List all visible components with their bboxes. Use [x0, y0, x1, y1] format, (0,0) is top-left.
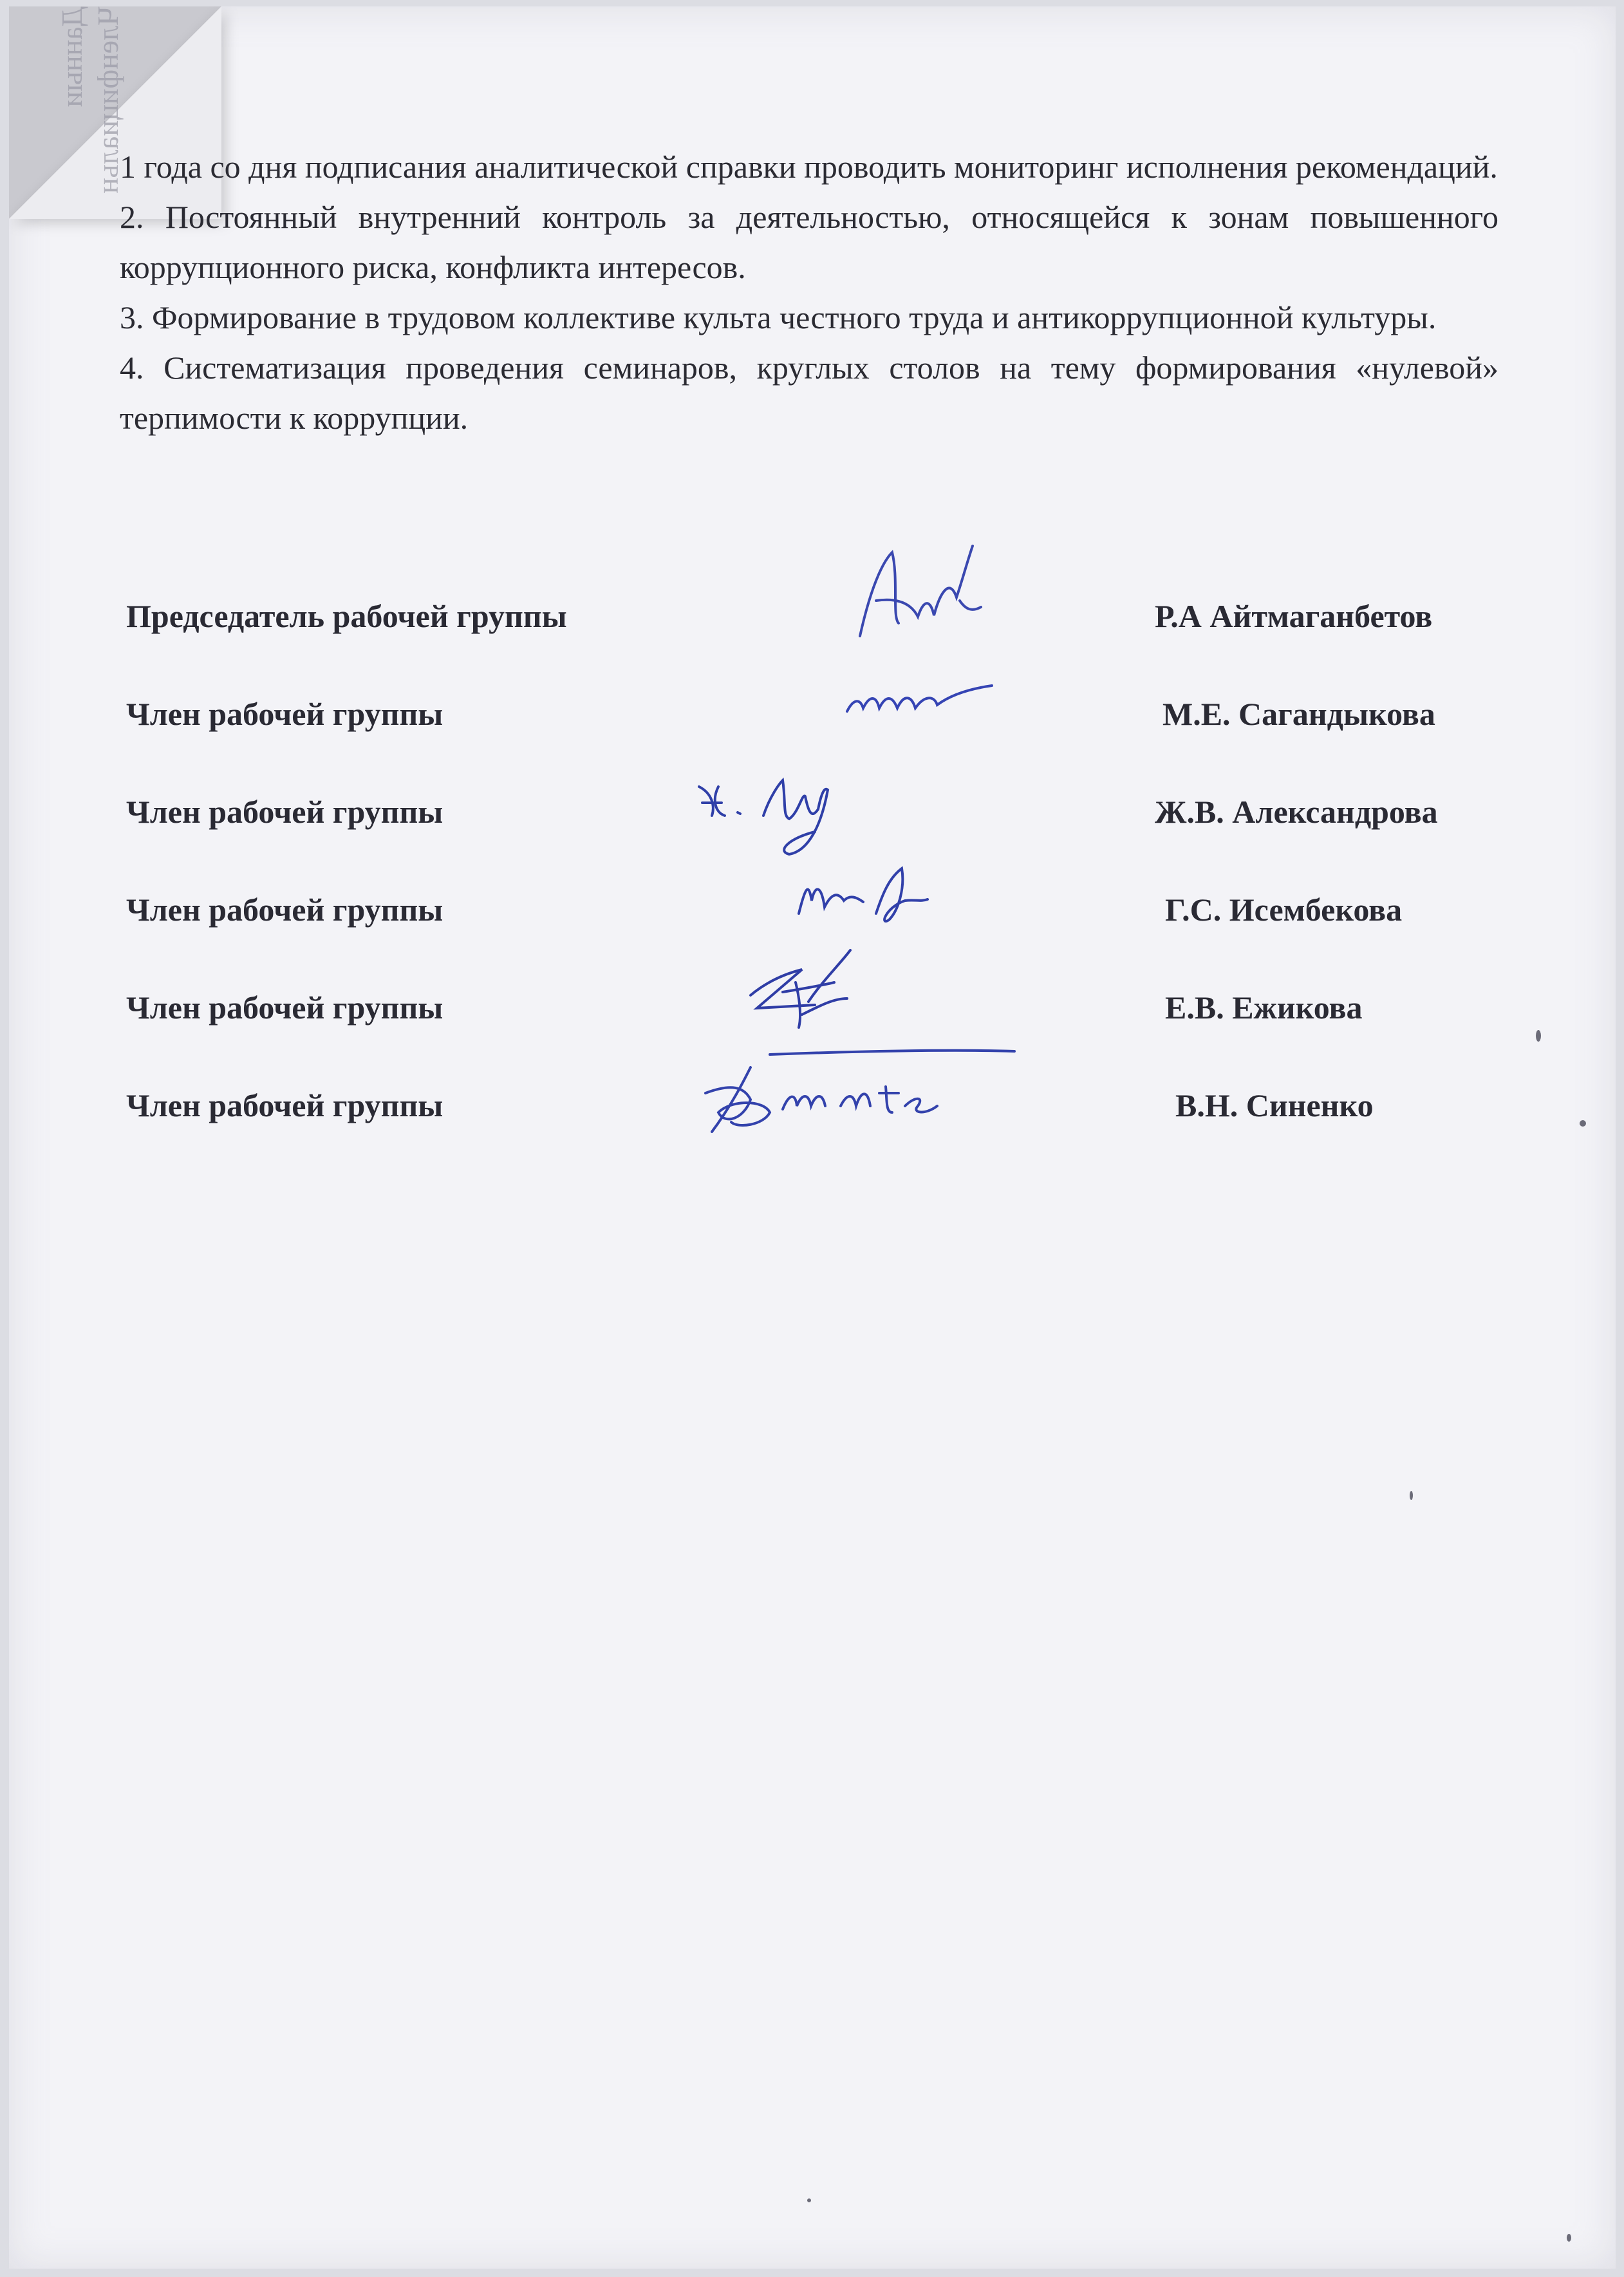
- handwritten-signature: [693, 767, 886, 864]
- handwritten-signature: [854, 539, 982, 649]
- paragraph-4: 4. Систематизация проведения семинаров, круглых столов на тему формирования «нулевой» терпимости к коррупции.: [120, 350, 1498, 436]
- signatory-role: Член рабочей группы: [126, 989, 443, 1026]
- signatory-role: Член рабочей группы: [126, 794, 443, 830]
- handwritten-signature: [792, 862, 934, 933]
- scan-speck: [1567, 2234, 1571, 2242]
- scan-speck: [1410, 1491, 1413, 1500]
- signatory-name: М.Е. Сагандыкова: [1162, 696, 1435, 732]
- handwritten-signature: [738, 944, 886, 1034]
- signatory-role: Председатель рабочей группы: [126, 598, 567, 634]
- paragraph-2: 2. Постоянный внутренний контроль за деятельностью, относящейся к зонам повышенного коррупционного риска, конфликта интересов.: [120, 199, 1498, 285]
- paragraph-1: 1 года со дня подписания аналитической справки проводить мониторинг исполнения рекомендаций.: [120, 149, 1498, 185]
- fold-bleed-text: [54, 6, 126, 200]
- signature-row-member-5: [126, 1087, 1542, 1145]
- signature-row-member-3: [126, 891, 1542, 949]
- signatory-name: Е.В. Ежикова: [1165, 989, 1363, 1026]
- document-page: [9, 6, 1616, 2269]
- signature-row-member-2: [126, 793, 1542, 851]
- signature-row-member-4: [126, 989, 1542, 1047]
- signatory-role: Член рабочей группы: [126, 892, 443, 928]
- signatory-name: Ж.В. Александрова: [1155, 794, 1438, 830]
- scan-speck: [807, 2198, 811, 2202]
- signatory-role: Член рабочей группы: [126, 1087, 443, 1123]
- signature-row-member-1: [126, 695, 1542, 753]
- signatory-name: В.Н. Синенко: [1175, 1087, 1374, 1123]
- recommendations-text: [120, 142, 1498, 443]
- signature-row-chairman: [126, 597, 1542, 655]
- handwritten-signature: [841, 676, 995, 727]
- fold-text-line-1: Данныи: [55, 6, 88, 108]
- scan-speck: [1580, 1120, 1586, 1127]
- fold-text-line-2: Членфициальн: [91, 6, 124, 194]
- scan-speck: [1536, 1030, 1541, 1042]
- signatory-role: Член рабочей группы: [126, 696, 443, 732]
- signatory-name: Г.С. Исембекова: [1165, 892, 1403, 928]
- handwritten-signature: [693, 1042, 1053, 1145]
- paragraph-3: 3. Формирование в трудовом коллективе культа честного труда и антикоррупционной культуры.: [120, 299, 1437, 335]
- signatory-name: Р.А Айтмаганбетов: [1155, 598, 1433, 634]
